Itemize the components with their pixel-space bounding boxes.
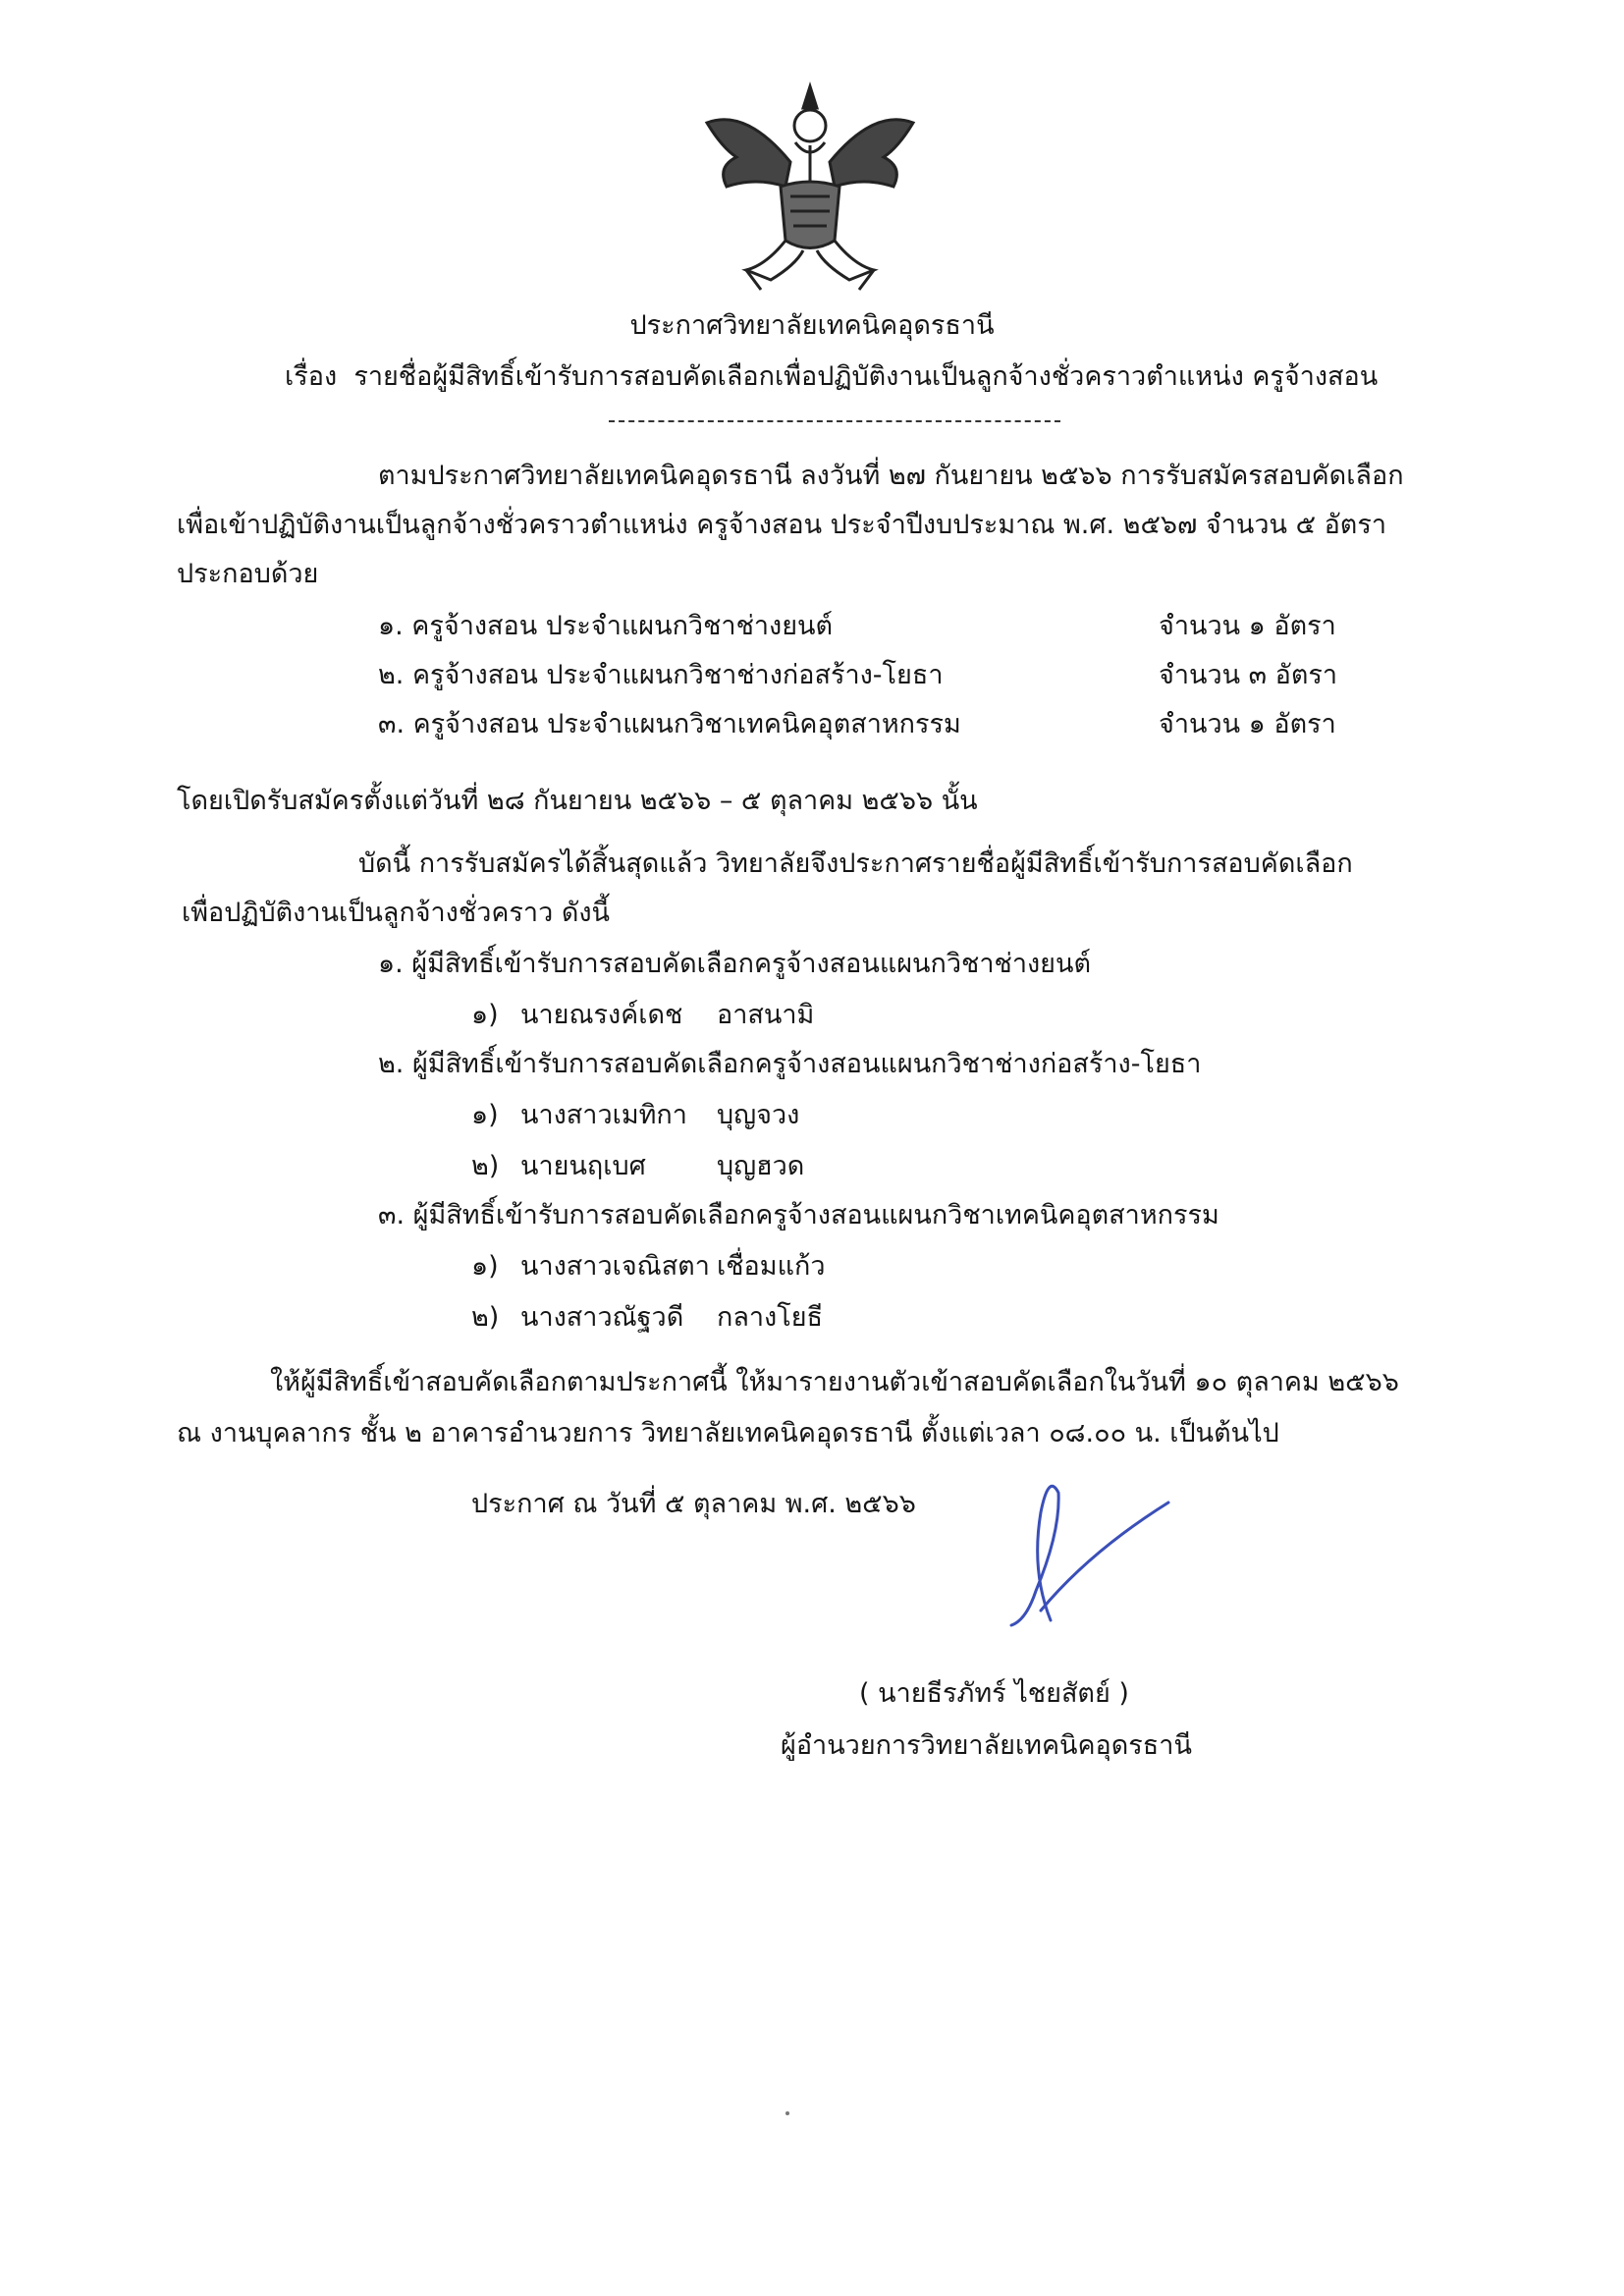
candidate-number: ๑) — [471, 1251, 499, 1282]
announcement-line-1: บัดนี้ การรับสมัครได้สิ้นสุดแล้ว วิทยาลัยจึงประกาศรายชื่อผู้มีสิทธิ์เข้ารับการสอบคัดเลือก — [358, 848, 1353, 879]
scan-speck — [785, 2111, 789, 2115]
candidate-first-name: นางสาวเมทิกา — [520, 1100, 687, 1130]
candidate-first-name: นายณรงค์เดช — [520, 1000, 683, 1030]
group-heading: ๓. ผู้มีสิทธิ์เข้ารับการสอบคัดเลือกครูจ้างสอนแผนกวิชาเทคนิคอุตสาหกรรม — [378, 1200, 1219, 1230]
candidate-number: ๒) — [471, 1302, 500, 1333]
candidate-number: ๒) — [471, 1151, 500, 1181]
garuda-emblem — [687, 69, 933, 304]
candidate-number: ๑) — [471, 1000, 499, 1030]
group-heading: ๑. ผู้มีสิทธิ์เข้ารับการสอบคัดเลือกครูจ้างสอนแผนกวิชาช่างยนต์ — [378, 949, 1091, 979]
group-heading: ๒. ผู้มีสิทธิ์เข้ารับการสอบคัดเลือกครูจ้างสอนแผนกวิชาช่างก่อสร้าง-โยธา — [378, 1049, 1202, 1079]
position-label: ๑. ครูจ้างสอน ประจำแผนกวิชาช่างยนต์ — [378, 611, 834, 641]
position-count: จำนวน ๑ อัตรา — [1159, 709, 1336, 739]
report-line-1: ให้ผู้มีสิทธิ์เข้าสอบคัดเลือกตามประกาศนี้ ให้มารายงานตัวเข้าสอบคัดเลือกในวันที่ ๑๐ ตุลาคม ๒๕๖๖ — [270, 1367, 1399, 1397]
position-label: ๓. ครูจ้างสอน ประจำแผนกวิชาเทคนิคอุตสาหกรรม — [378, 709, 961, 739]
report-line-2: ณ งานบุคลากร ชั้น ๒ อาคารอำนวยการ วิทยาลัยเทคนิคอุดรธานี ตั้งแต่เวลา ๐๘.๐๐ น. เป็นต้นไป — [177, 1418, 1279, 1449]
subject-label: เรื่อง — [285, 361, 338, 392]
date-line: ประกาศ ณ วันที่ ๕ ตุลาคม พ.ศ. ๒๕๖๖ — [471, 1489, 916, 1519]
signatory-name: ( นายธีรภัทร์ ไชยสัตย์ ) — [859, 1678, 1129, 1709]
intro-line-3: ประกอบด้วย — [177, 559, 319, 589]
subject-text: รายชื่อผู้มีสิทธิ์เข้ารับการสอบคัดเลือกเพื่อปฏิบัติงานเป็นลูกจ้างชั่วคราวตำแหน่ง ครูจ้างสอน — [353, 361, 1379, 392]
announcement-line-2: เพื่อปฏิบัติงานเป็นลูกจ้างชั่วคราว ดังนี้ — [182, 898, 610, 928]
candidate-last-name: อาสนามิ — [717, 1000, 815, 1030]
candidate-first-name: นางสาวเจณิสตา — [520, 1251, 710, 1282]
position-count: จำนวน ๑ อัตรา — [1159, 611, 1336, 641]
candidate-last-name: บุญฮวด — [717, 1151, 805, 1181]
intro-line-1: ตามประกาศวิทยาลัยเทคนิคอุดรธานี ลงวันที่ ๒๗ กันยายน ๒๕๖๖ การรับสมัครสอบคัดเลือก — [378, 461, 1404, 491]
position-count: จำนวน ๓ อัตรา — [1159, 660, 1338, 690]
candidate-first-name: นางสาวณัฐวดี — [520, 1302, 684, 1333]
candidate-number: ๑) — [471, 1100, 499, 1130]
position-label: ๒. ครูจ้างสอน ประจำแผนกวิชาช่างก่อสร้าง-โยธา — [378, 660, 944, 690]
candidate-last-name: บุญจวง — [717, 1100, 800, 1130]
candidate-first-name: นายนฤเบศ — [520, 1151, 646, 1181]
announcement-title: ประกาศวิทยาลัยเทคนิคอุดรธานี — [629, 310, 995, 341]
candidate-last-name: กลางโยธี — [717, 1302, 824, 1333]
intro-line-2: เพื่อเข้าปฏิบัติงานเป็นลูกจ้างชั่วคราวตำแหน่ง ครูจ้างสอน ประจำปีงบประมาณ พ.ศ. ๒๕๖๗ จำนวน ๕ อัตรา — [177, 510, 1386, 540]
application-period: โดยเปิดรับสมัครตั้งแต่วันที่ ๒๘ กันยายน ๒๕๖๖ – ๕ ตุลาคม ๒๕๖๖ นั้น — [177, 786, 978, 816]
signatory-title: ผู้อำนวยการวิทยาลัยเทคนิคอุดรธานี — [781, 1730, 1192, 1761]
candidate-last-name: เชื่อมแก้ว — [717, 1251, 826, 1282]
signature-mark — [923, 1453, 1178, 1650]
divider — [609, 420, 1060, 422]
subject-line — [285, 357, 1378, 397]
